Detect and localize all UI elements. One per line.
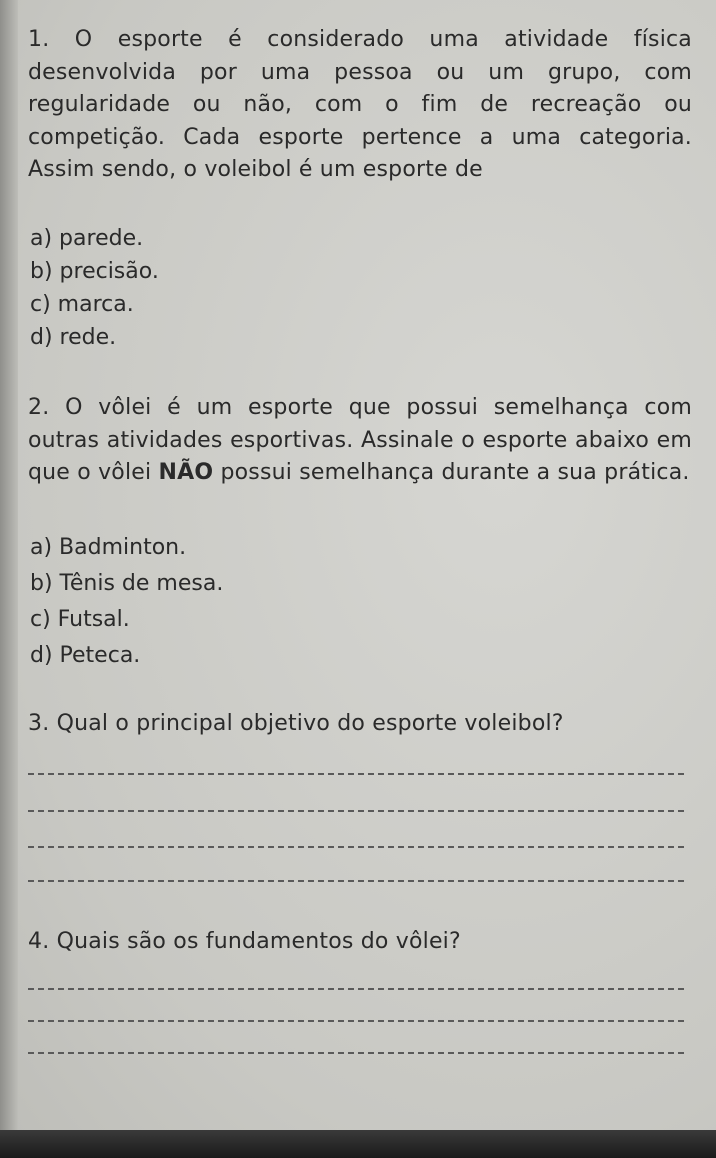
dark-background-strip [0,1130,716,1158]
question-2-text-after: possui semelhança durante a sua prática. [213,460,690,485]
question-3-text: 3. Qual o principal objetivo do esporte voleibol? [28,711,564,736]
question-2-text [28,392,692,490]
paper-left-edge [0,0,18,1130]
answer-line[interactable] [28,988,684,990]
question-2-option-a: a) Badminton. [30,535,187,560]
answer-line[interactable] [28,880,684,882]
answer-line[interactable] [28,773,684,775]
question-2-option-b: b) Tênis de mesa. [30,571,224,596]
question-1-text: 1. O esporte é considerado uma atividade física desenvolvida por uma pessoa ou um grupo, com regularidade ou não, com o fim de recreação ou competição. Cada esporte pertence a uma categoria. Assim sendo, o voleibol é um esporte de [28,27,692,182]
question-4-text: 4. Quais são os fundamentos do vôlei? [28,929,461,954]
answer-line[interactable] [28,1052,684,1054]
answer-line[interactable] [28,1020,684,1022]
question-2-emphasis: NÃO [158,460,214,485]
question-1-option-b: b) precisão. [30,259,159,284]
question-2-text-before: 2. O vôlei é um esporte que possui semelhança com outras atividades esportivas. Assinale o esporte abaixo em que o vôlei [28,395,692,485]
question-2-option-c: c) Futsal. [30,607,130,632]
question-1-option-c: c) marca. [30,292,134,317]
question-2-option-d: d) Peteca. [30,643,141,668]
answer-line[interactable] [28,846,684,848]
question-1-option-a: a) parede. [30,226,144,251]
answer-line[interactable] [28,810,684,812]
question-1-option-d: d) rede. [30,325,117,350]
